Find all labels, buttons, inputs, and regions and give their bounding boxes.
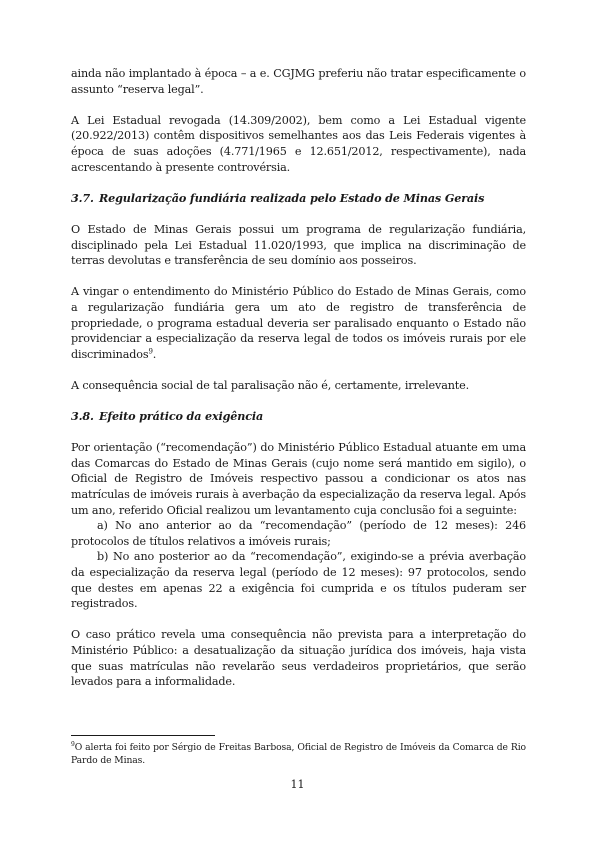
paragraph-end: . <box>152 347 157 361</box>
paragraph-continuation: ainda não implantado à época – a e. CGJMG preferiu não tratar especificamente o assunto “reserva legal”. <box>71 67 526 96</box>
footnote-divider <box>71 735 215 736</box>
page-number: 11 <box>290 778 305 791</box>
list-item-b: b) No ano posterior ao da “recomendação”, exigindo-se a prévia averbação da especialização da reserva legal (período de 12 meses): 97 protocolos, sendo que destes em apenas 22 a exigência foi cumprida e os títulos puderam ser registrados. <box>71 550 526 611</box>
footnote-marker: 9 <box>71 740 75 748</box>
section-number: 3.7. <box>71 190 94 205</box>
section-heading-3-7 <box>71 191 526 207</box>
paragraph-ministry-understanding <box>71 284 526 362</box>
footnote <box>71 742 526 767</box>
paragraph-text: A vingar o entendimento do Ministério Público do Estado de Minas Gerais, como a regularização fundiária gera um ato de registro de transferência de propriedade, o programa estadual deveria ser paralisado enquanto o Estado não providenciar a especialização da reserva legal de todos os imóveis rurais por ele discriminados <box>71 285 526 361</box>
section-number: 3.8. <box>71 409 94 424</box>
paragraph-land-program: O Estado de Minas Gerais possui um programa de regularização fundiária, disciplinado pela Lei Estadual 11.020/1993, que implica na discriminação de terras devolutas e transferência de seu domínio aos posseiros. <box>71 222 526 268</box>
footnote-text: O alerta foi feito por Sérgio de Freitas Barbosa, Oficial de Registro de Imóveis da Comarca de Rio Pardo de Minas. <box>71 742 526 766</box>
footnote-reference[interactable]: 9 <box>148 346 153 355</box>
section-title: Regularização fundiária realizada pelo Estado de Minas Gerais <box>99 190 485 205</box>
paragraph-practical-case: O caso prático revela uma consequência não prevista para a interpretação do Ministério Público: a desatualização da situação jurídica dos imóveis, haja vista que suas matrículas não revelarão seus verdadeiros proprietários, que serão levados para a informalidade. <box>71 628 526 689</box>
section-title: Efeito prático da exigência <box>99 409 264 424</box>
paragraph-social-consequence: A consequência social de tal paralisação não é, certamente, irrelevante. <box>71 378 469 392</box>
paragraph-recommendation: Por orientação (“recomendação”) do Ministério Público Estadual atuante em uma das Comarcas do Estado de Minas Gerais (cujo nome será mantido em sigilo), o Oficial de Registro de Imóveis respectivo passou a condicionar os atos nas matrículas de imóveis rurais à averbação da especialização da reserva legal. Após um ano, referido Oficial realizou um levantamento cuja conclusão foi a seguinte: <box>71 441 526 517</box>
section-heading-3-8 <box>71 409 526 425</box>
paragraph-state-law: A Lei Estadual revogada (14.309/2002), bem como a Lei Estadual vigente (20.922/2013) contêm dispositivos semelhantes aos das Leis Federais vigentes à época de suas adoções (4.771/1965 e 12.651/2012, respectivamente), nada acrescentando à presente controvérsia. <box>71 113 526 174</box>
list-item-a: a) No ano anterior ao da “recomendação” (período de 12 meses): 246 protocolos de títulos relativos a imóveis rurais; <box>71 519 526 548</box>
body-text <box>71 66 526 705</box>
